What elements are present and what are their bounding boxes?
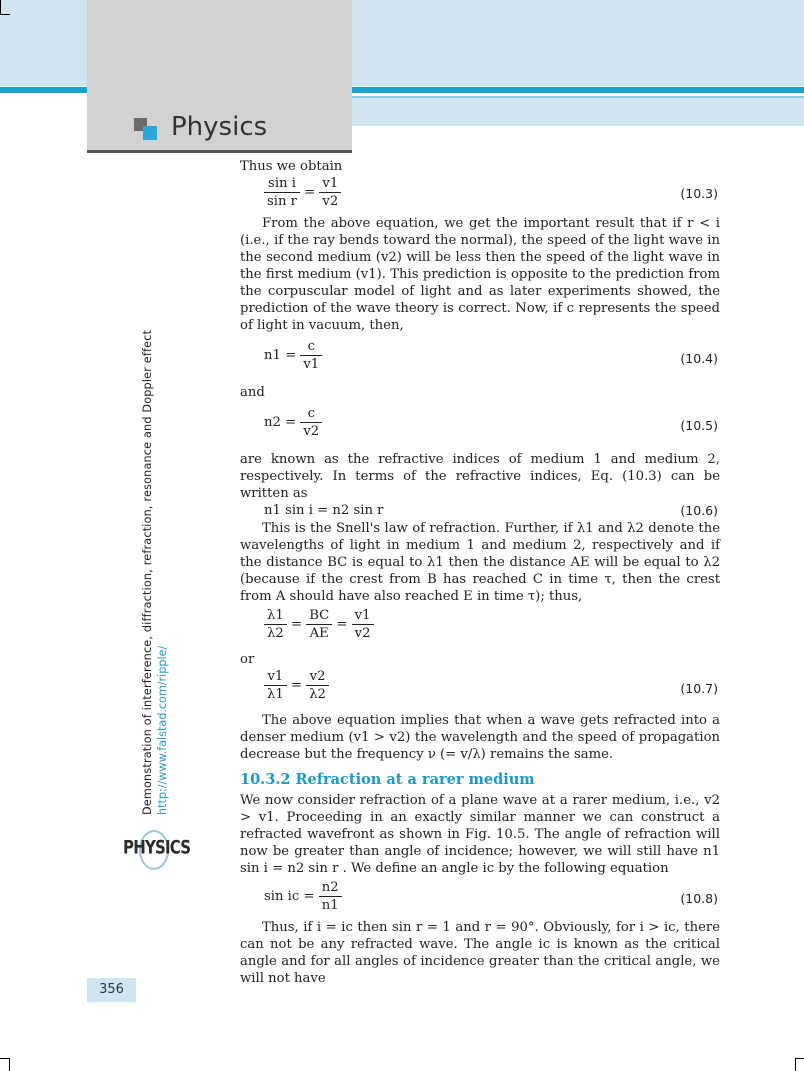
equation-number: (10.7) [680,681,718,696]
crop-mark-icon [9,1058,10,1071]
equation-10-5: n2 = $\frac{c}{v2}$ (10.5) [264,406,718,439]
crop-mark-icon [795,1058,804,1059]
section-heading: 10.3.2 Refraction at a rarer medium [240,771,535,788]
paragraph: We now consider refraction of a plane wave at a rarer medium, i.e., v2 > v1. Proceeding in an exactly similar manner we can construct a refracted wavefront as shown in Fig. 10.5. The angle of refraction will now be greater than angle of incidence; however, we will still have n1 sin i = n2 sin r . We define an angle ic by the following equation [240,793,720,876]
crop-mark-icon [0,14,10,15]
equation-number: (10.8) [680,891,718,906]
chapter-squares-icon [134,118,158,140]
thus-obtain: Thus we obtain [240,159,343,174]
page-number: 356 [87,978,136,1002]
paragraph: From the above equation, we get the important result that if r < i (i.e., if the ray bends toward the normal), the speed of the light wave in the second medium (v2) will be less then the speed of the light wave in the first medium (v1). This prediction is opposite to the prediction from the corpuscular model of light and as later experiments showed, the prediction of the wave theory is correct. Now, if c represents the speed of light in vacuum, then, [240,216,720,333]
chapter-title: Physics [171,112,268,142]
logo-text: PHYSICS [123,835,191,859]
equation-10-7: $\frac{v1}{\lambda 1}$ = $\frac{v2}{\lambda 2}$ (10.7) [264,668,720,712]
or-text: or [240,652,255,667]
paragraph: are known as the refractive indices of medium 1 and medium 2, respectively. In terms of the refractive indices, Eq. (10.3) can be written as [240,452,720,501]
equation-10-4: n1 = $\frac{c}{v1}$ (10.4) [264,339,718,372]
sidebar-note-title: Demonstration of interference, diffraction, refraction, resonance and Doppler effect [141,329,154,815]
sidebar-note [140,285,170,815]
equation-number: (10.3) [680,186,718,201]
equation-number: (10.5) [680,418,718,433]
header-band-lower [352,98,804,126]
crop-mark-icon [795,1058,796,1071]
sidebar-note-url[interactable]: http://www.falstad.com/ripple/ [156,645,169,815]
equation-10-6: n1 sin i = n2 sin r (10.6) [264,503,718,518]
paragraph: Thus, if i = ic then sin r = 1 and r = 90°. Obviously, for i > ic, there can not be any refracted wave. The angle ic is known as the critical angle and for all angles of incidence greater than the critical angle, we will not have [240,920,720,986]
equation-number: (10.4) [680,351,718,366]
crop-mark-icon [0,0,1,14]
chapter-header-rule [87,150,352,153]
equation-10-3: $\frac{\text{sin i}}{\text{sin r}}$ = $\frac{v1}{v2}$ (10.3) [264,175,720,215]
paragraph: This is the Snell's law of refraction. Further, if λ1 and λ2 denote the wavelengths of light in medium 1 and medium 2, respectively and if the distance BC is equal to λ1 then the distance AE will be equal to λ2 (because if the crest from B has reached C in time τ, then the crest from A should have also reached E in time τ); thus, [240,521,720,604]
equation-number: (10.6) [680,503,718,518]
paragraph: The above equation implies that when a wave gets refracted into a denser medium (v1 > v2) the wavelength and the speed of propagation decrease but the frequency ν (= v/λ) remains the same. [240,713,720,762]
equation-10-8: sin ic = $\frac{n2}{n1}$ (10.8) [264,880,718,913]
page-body [240,158,720,987]
and-text: and [240,385,265,400]
physics-logo-icon [123,828,191,868]
equation-ratio: $\frac{\lambda 1}{\lambda 2}$ = $\frac{BC}{AE}$ = $\frac{v1}{v2}$ [264,607,720,651]
